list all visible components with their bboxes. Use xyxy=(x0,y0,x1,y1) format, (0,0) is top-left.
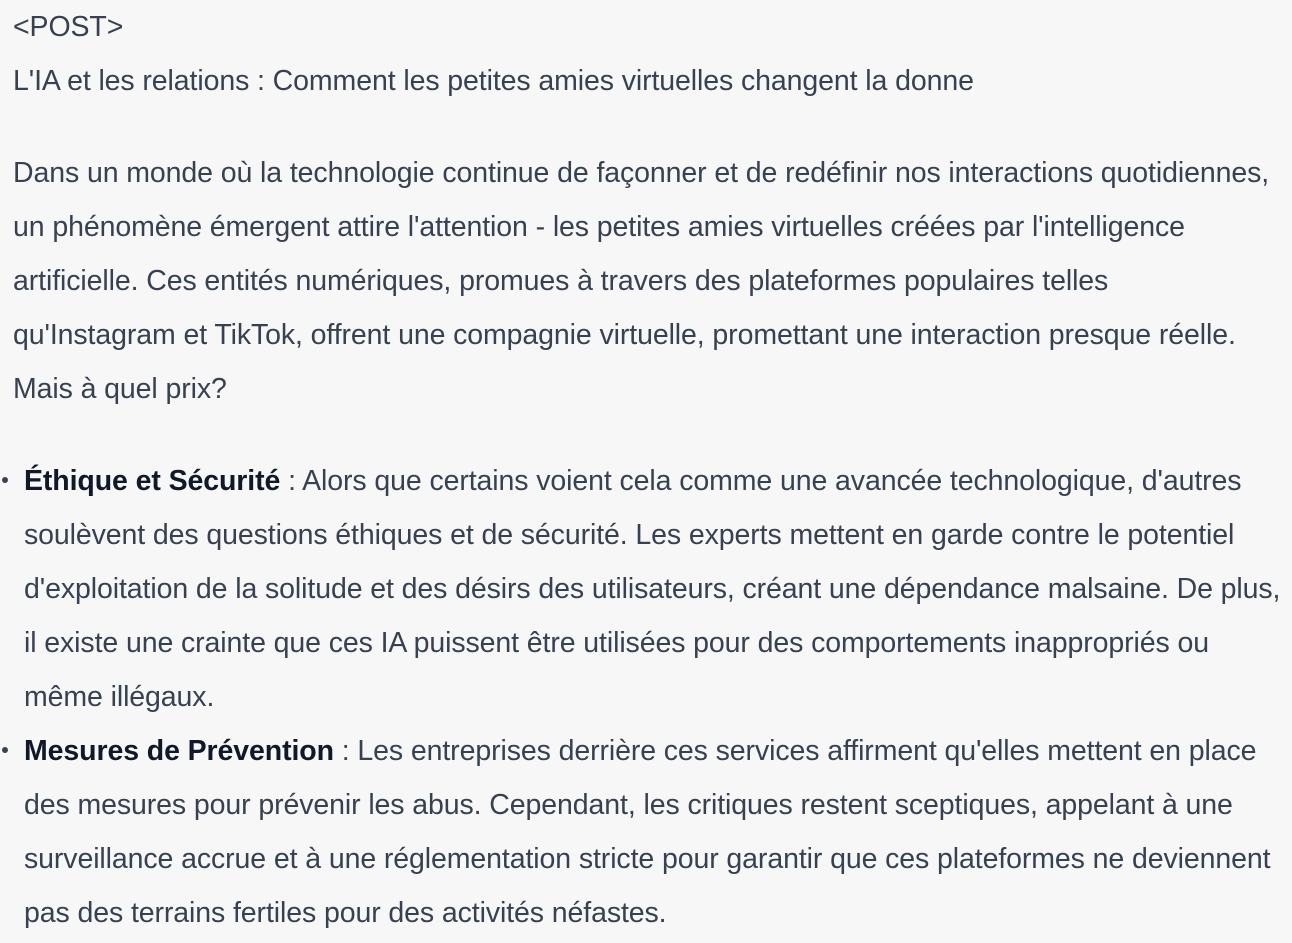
post-intro: Dans un monde où la technologie continue de façonner et de redéfinir nos interactions quotidiennes, un phénomène émergent attire l'attention - les petites amies virtuelles créées par l'intelligence artificielle. Ces entités numériques, promues à travers des plateformes populaires telles qu'Instagram et TikTok, offrent une compagnie virtuelle, promettant une interaction presque réelle. Mais à quel prix? xyxy=(13,157,1270,405)
bullet-list xyxy=(13,454,1292,940)
bullet-item-ethics xyxy=(13,454,1286,724)
bullet-icon xyxy=(2,477,8,483)
post-title: L'IA et les relations : Comment les petites amies virtuelles changent la donne xyxy=(13,65,974,97)
post-tag: <POST> xyxy=(13,11,124,43)
bullet-term: Mesures de Prévention xyxy=(24,735,334,767)
bullet-term: Éthique et Sécurité xyxy=(24,465,281,497)
bullet-text: : Alors que certains voient cela comme une avancée technologique, d'autres soulèvent des questions éthiques et de sécurité. Les experts mettent en garde contre le potentiel d'exploitation de la solitude et des désirs des utilisateurs, créant une dépendance malsaine. De plus, il existe une crainte que ces IA puissent être utilisées pour des comportements inappropriés ou même illégaux. xyxy=(24,465,1281,713)
bullet-text: : Les entreprises derrière ces services affirment qu'elles mettent en place des mesures pour prévenir les abus. Cependant, les critiques restent sceptiques, appelant à une surveillance accrue et à une réglementation stricte pour garantir que ces plateformes ne deviennent pas des terrains fertiles pour des activités néfastes. xyxy=(24,735,1271,929)
bullet-item-prevention xyxy=(13,724,1286,940)
bullet-icon xyxy=(2,747,8,753)
